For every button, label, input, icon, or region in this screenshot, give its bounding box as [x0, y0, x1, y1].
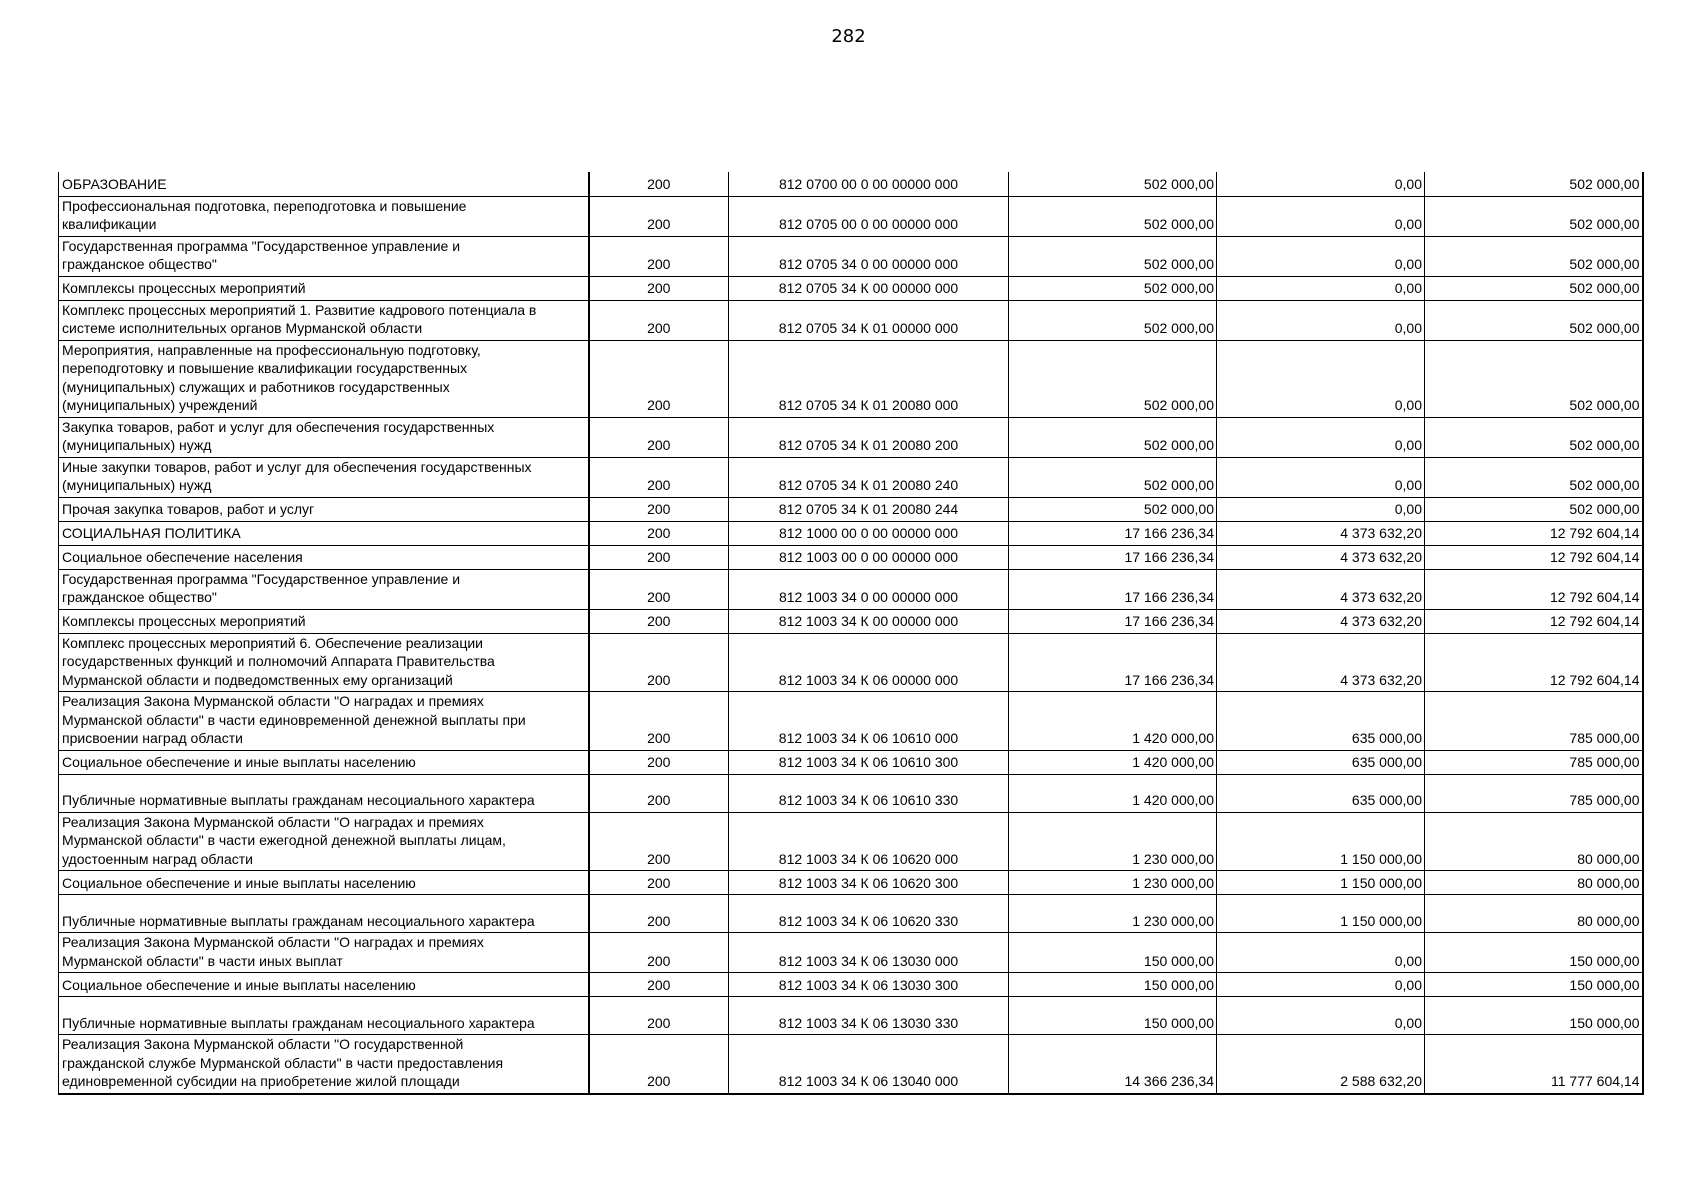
row-approved-amount-cell: 14 366 236,34 [1009, 1035, 1217, 1094]
row-classification-code-cell: 812 1003 34 К 06 10620 000 [729, 812, 1009, 871]
table-row [59, 236, 1643, 276]
table-row [59, 569, 1643, 609]
row-remaining-amount-cell: 150 000,00 [1425, 933, 1643, 973]
table-row [59, 933, 1643, 973]
row-executed-amount-cell: 4 373 632,20 [1217, 521, 1425, 545]
row-code-cell: 200 [589, 340, 729, 417]
row-approved-amount-cell: 17 166 236,34 [1009, 569, 1217, 609]
row-approved-amount-cell: 502 000,00 [1009, 300, 1217, 340]
table-row [59, 997, 1643, 1035]
row-approved-amount-cell: 150 000,00 [1009, 997, 1217, 1035]
row-code-cell: 200 [589, 633, 729, 692]
row-classification-code-cell: 812 1000 00 0 00 00000 000 [729, 521, 1009, 545]
row-classification-code-cell: 812 1003 34 К 06 13030 330 [729, 997, 1009, 1035]
row-executed-amount-cell: 4 373 632,20 [1217, 569, 1425, 609]
row-name-cell: Комплекс процессных мероприятий 6. Обеспечение реализации государственных функций и полномочий Аппарата Правительства Мурманской области и подведомственных ему организаций [59, 633, 589, 692]
table-row [59, 457, 1643, 497]
row-approved-amount-cell: 1 420 000,00 [1009, 750, 1217, 774]
table-row [59, 692, 1643, 751]
row-executed-amount-cell: 0,00 [1217, 457, 1425, 497]
row-executed-amount-cell: 635 000,00 [1217, 750, 1425, 774]
row-executed-amount-cell: 0,00 [1217, 417, 1425, 457]
row-classification-code-cell: 812 0705 34 К 01 20080 000 [729, 340, 1009, 417]
row-remaining-amount-cell: 502 000,00 [1425, 300, 1643, 340]
row-classification-code-cell: 812 1003 34 К 06 10620 300 [729, 871, 1009, 895]
row-remaining-amount-cell: 150 000,00 [1425, 973, 1643, 997]
table-row [59, 774, 1643, 812]
row-code-cell: 200 [589, 933, 729, 973]
row-code-cell: 200 [589, 750, 729, 774]
row-approved-amount-cell: 1 420 000,00 [1009, 774, 1217, 812]
row-executed-amount-cell: 635 000,00 [1217, 692, 1425, 751]
row-code-cell: 200 [589, 497, 729, 521]
row-code-cell: 200 [589, 196, 729, 236]
row-remaining-amount-cell: 785 000,00 [1425, 750, 1643, 774]
row-classification-code-cell: 812 0705 34 К 00 00000 000 [729, 276, 1009, 300]
row-code-cell: 200 [589, 569, 729, 609]
row-classification-code-cell: 812 0705 34 К 01 20080 244 [729, 497, 1009, 521]
row-name-cell: Прочая закупка товаров, работ и услуг [59, 497, 589, 521]
row-name-cell: Комплекс процессных мероприятий 1. Развитие кадрового потенциала в системе исполнительных органов Мурманской области [59, 300, 589, 340]
row-code-cell: 200 [589, 417, 729, 457]
row-code-cell: 200 [589, 300, 729, 340]
row-approved-amount-cell: 502 000,00 [1009, 172, 1217, 196]
row-approved-amount-cell: 502 000,00 [1009, 497, 1217, 521]
row-name-cell: Социальное обеспечение и иные выплаты населению [59, 973, 589, 997]
row-name-cell: Государственная программа "Государственное управление и гражданское общество" [59, 569, 589, 609]
row-name-cell: Социальное обеспечение и иные выплаты населению [59, 871, 589, 895]
row-executed-amount-cell: 0,00 [1217, 497, 1425, 521]
row-remaining-amount-cell: 150 000,00 [1425, 997, 1643, 1035]
row-name-cell: Комплексы процессных мероприятий [59, 609, 589, 633]
row-code-cell: 200 [589, 895, 729, 933]
row-remaining-amount-cell: 502 000,00 [1425, 497, 1643, 521]
row-executed-amount-cell: 4 373 632,20 [1217, 609, 1425, 633]
budget-table-body [59, 172, 1643, 1094]
row-name-cell: Мероприятия, направленные на профессиональную подготовку, переподготовку и повышение квалификации государственных (муниципальных) служащих и работников государственных (муниципальных) учреждений [59, 340, 589, 417]
row-code-cell: 200 [589, 812, 729, 871]
row-approved-amount-cell: 502 000,00 [1009, 236, 1217, 276]
row-executed-amount-cell: 635 000,00 [1217, 774, 1425, 812]
row-name-cell: Публичные нормативные выплаты гражданам несоциального характера [59, 895, 589, 933]
row-classification-code-cell: 812 1003 34 К 06 13030 000 [729, 933, 1009, 973]
row-approved-amount-cell: 1 420 000,00 [1009, 692, 1217, 751]
table-row [59, 417, 1643, 457]
row-executed-amount-cell: 0,00 [1217, 236, 1425, 276]
table-row [59, 633, 1643, 692]
row-remaining-amount-cell: 12 792 604,14 [1425, 609, 1643, 633]
row-remaining-amount-cell: 502 000,00 [1425, 172, 1643, 196]
row-approved-amount-cell: 502 000,00 [1009, 340, 1217, 417]
row-name-cell: Публичные нормативные выплаты гражданам несоциального характера [59, 997, 589, 1035]
row-code-cell: 200 [589, 973, 729, 997]
row-remaining-amount-cell: 80 000,00 [1425, 895, 1643, 933]
row-approved-amount-cell: 17 166 236,34 [1009, 521, 1217, 545]
row-classification-code-cell: 812 0705 34 К 01 20080 240 [729, 457, 1009, 497]
row-code-cell: 200 [589, 236, 729, 276]
row-approved-amount-cell: 17 166 236,34 [1009, 545, 1217, 569]
row-approved-amount-cell: 150 000,00 [1009, 933, 1217, 973]
row-name-cell: Закупка товаров, работ и услуг для обеспечения государственных (муниципальных) нужд [59, 417, 589, 457]
table-row [59, 812, 1643, 871]
row-name-cell: Социальное обеспечение и иные выплаты населению [59, 750, 589, 774]
row-remaining-amount-cell: 785 000,00 [1425, 692, 1643, 751]
row-name-cell: Комплексы процессных мероприятий [59, 276, 589, 300]
row-executed-amount-cell: 1 150 000,00 [1217, 812, 1425, 871]
row-remaining-amount-cell: 12 792 604,14 [1425, 545, 1643, 569]
row-executed-amount-cell: 0,00 [1217, 340, 1425, 417]
row-name-cell: Социальное обеспечение населения [59, 545, 589, 569]
row-classification-code-cell: 812 1003 34 К 06 00000 000 [729, 633, 1009, 692]
row-remaining-amount-cell: 80 000,00 [1425, 871, 1643, 895]
table-row [59, 340, 1643, 417]
row-executed-amount-cell: 4 373 632,20 [1217, 633, 1425, 692]
budget-table [58, 172, 1644, 1095]
row-name-cell: Профессиональная подготовка, переподготовка и повышение квалификации [59, 196, 589, 236]
row-remaining-amount-cell: 12 792 604,14 [1425, 569, 1643, 609]
row-remaining-amount-cell: 502 000,00 [1425, 276, 1643, 300]
row-name-cell: Реализация Закона Мурманской области "О наградах и премиях Мурманской области" в части иных выплат [59, 933, 589, 973]
table-row [59, 609, 1643, 633]
row-classification-code-cell: 812 1003 34 К 06 10620 330 [729, 895, 1009, 933]
row-approved-amount-cell: 17 166 236,34 [1009, 633, 1217, 692]
row-name-cell: Государственная программа "Государственное управление и гражданское общество" [59, 236, 589, 276]
row-remaining-amount-cell: 502 000,00 [1425, 457, 1643, 497]
row-approved-amount-cell: 502 000,00 [1009, 276, 1217, 300]
row-classification-code-cell: 812 1003 34 К 06 10610 330 [729, 774, 1009, 812]
table-row [59, 172, 1643, 196]
row-executed-amount-cell: 4 373 632,20 [1217, 545, 1425, 569]
row-approved-amount-cell: 1 230 000,00 [1009, 871, 1217, 895]
row-executed-amount-cell: 0,00 [1217, 276, 1425, 300]
row-name-cell: Публичные нормативные выплаты гражданам несоциального характера [59, 774, 589, 812]
row-code-cell: 200 [589, 545, 729, 569]
row-approved-amount-cell: 502 000,00 [1009, 457, 1217, 497]
table-row [59, 750, 1643, 774]
row-executed-amount-cell: 2 588 632,20 [1217, 1035, 1425, 1094]
table-row [59, 300, 1643, 340]
row-approved-amount-cell: 502 000,00 [1009, 196, 1217, 236]
table-row [59, 497, 1643, 521]
row-approved-amount-cell: 150 000,00 [1009, 973, 1217, 997]
row-classification-code-cell: 812 1003 34 К 00 00000 000 [729, 609, 1009, 633]
row-code-cell: 200 [589, 871, 729, 895]
row-executed-amount-cell: 0,00 [1217, 172, 1425, 196]
page-number: 282 [831, 26, 866, 47]
row-name-cell: ОБРАЗОВАНИЕ [59, 172, 589, 196]
row-classification-code-cell: 812 1003 34 К 06 10610 000 [729, 692, 1009, 751]
table-row [59, 1035, 1643, 1094]
table-row [59, 196, 1643, 236]
row-code-cell: 200 [589, 1035, 729, 1094]
row-classification-code-cell: 812 0705 34 К 01 20080 200 [729, 417, 1009, 457]
row-remaining-amount-cell: 502 000,00 [1425, 417, 1643, 457]
row-name-cell: Реализация Закона Мурманской области "О наградах и премиях Мурманской области" в части единовременной денежной выплаты при присвоении наград области [59, 692, 589, 751]
row-classification-code-cell: 812 1003 34 0 00 00000 000 [729, 569, 1009, 609]
row-executed-amount-cell: 0,00 [1217, 300, 1425, 340]
row-code-cell: 200 [589, 692, 729, 751]
row-executed-amount-cell: 0,00 [1217, 973, 1425, 997]
table-row [59, 973, 1643, 997]
row-name-cell: Иные закупки товаров, работ и услуг для обеспечения государственных (муниципальных) нужд [59, 457, 589, 497]
row-remaining-amount-cell: 502 000,00 [1425, 196, 1643, 236]
row-classification-code-cell: 812 1003 00 0 00 00000 000 [729, 545, 1009, 569]
row-code-cell: 200 [589, 609, 729, 633]
row-remaining-amount-cell: 502 000,00 [1425, 236, 1643, 276]
table-row [59, 545, 1643, 569]
row-remaining-amount-cell: 11 777 604,14 [1425, 1035, 1643, 1094]
row-code-cell: 200 [589, 774, 729, 812]
row-approved-amount-cell: 1 230 000,00 [1009, 895, 1217, 933]
row-code-cell: 200 [589, 997, 729, 1035]
row-classification-code-cell: 812 1003 34 К 06 13030 300 [729, 973, 1009, 997]
table-row [59, 276, 1643, 300]
row-executed-amount-cell: 0,00 [1217, 933, 1425, 973]
row-code-cell: 200 [589, 172, 729, 196]
row-code-cell: 200 [589, 521, 729, 545]
row-approved-amount-cell: 17 166 236,34 [1009, 609, 1217, 633]
row-executed-amount-cell: 1 150 000,00 [1217, 871, 1425, 895]
row-remaining-amount-cell: 502 000,00 [1425, 340, 1643, 417]
table-row [59, 521, 1643, 545]
row-classification-code-cell: 812 0705 00 0 00 00000 000 [729, 196, 1009, 236]
row-classification-code-cell: 812 0705 34 К 01 00000 000 [729, 300, 1009, 340]
row-remaining-amount-cell: 80 000,00 [1425, 812, 1643, 871]
row-classification-code-cell: 812 0700 00 0 00 00000 000 [729, 172, 1009, 196]
row-executed-amount-cell: 1 150 000,00 [1217, 895, 1425, 933]
row-classification-code-cell: 812 0705 34 0 00 00000 000 [729, 236, 1009, 276]
row-code-cell: 200 [589, 457, 729, 497]
row-code-cell: 200 [589, 276, 729, 300]
table-row [59, 871, 1643, 895]
row-classification-code-cell: 812 1003 34 К 06 13040 000 [729, 1035, 1009, 1094]
row-name-cell: Реализация Закона Мурманской области "О государственной гражданской службе Мурманской области" в части предоставления единовременной субсидии на приобретение жилой площади [59, 1035, 589, 1094]
row-remaining-amount-cell: 12 792 604,14 [1425, 633, 1643, 692]
row-remaining-amount-cell: 785 000,00 [1425, 774, 1643, 812]
row-executed-amount-cell: 0,00 [1217, 196, 1425, 236]
row-name-cell: СОЦИАЛЬНАЯ ПОЛИТИКА [59, 521, 589, 545]
row-approved-amount-cell: 502 000,00 [1009, 417, 1217, 457]
row-approved-amount-cell: 1 230 000,00 [1009, 812, 1217, 871]
row-remaining-amount-cell: 12 792 604,14 [1425, 521, 1643, 545]
row-classification-code-cell: 812 1003 34 К 06 10610 300 [729, 750, 1009, 774]
row-name-cell: Реализация Закона Мурманской области "О наградах и премиях Мурманской области" в части ежегодной денежной выплаты лицам, удостоенным наград области [59, 812, 589, 871]
row-executed-amount-cell: 0,00 [1217, 997, 1425, 1035]
table-row [59, 895, 1643, 933]
